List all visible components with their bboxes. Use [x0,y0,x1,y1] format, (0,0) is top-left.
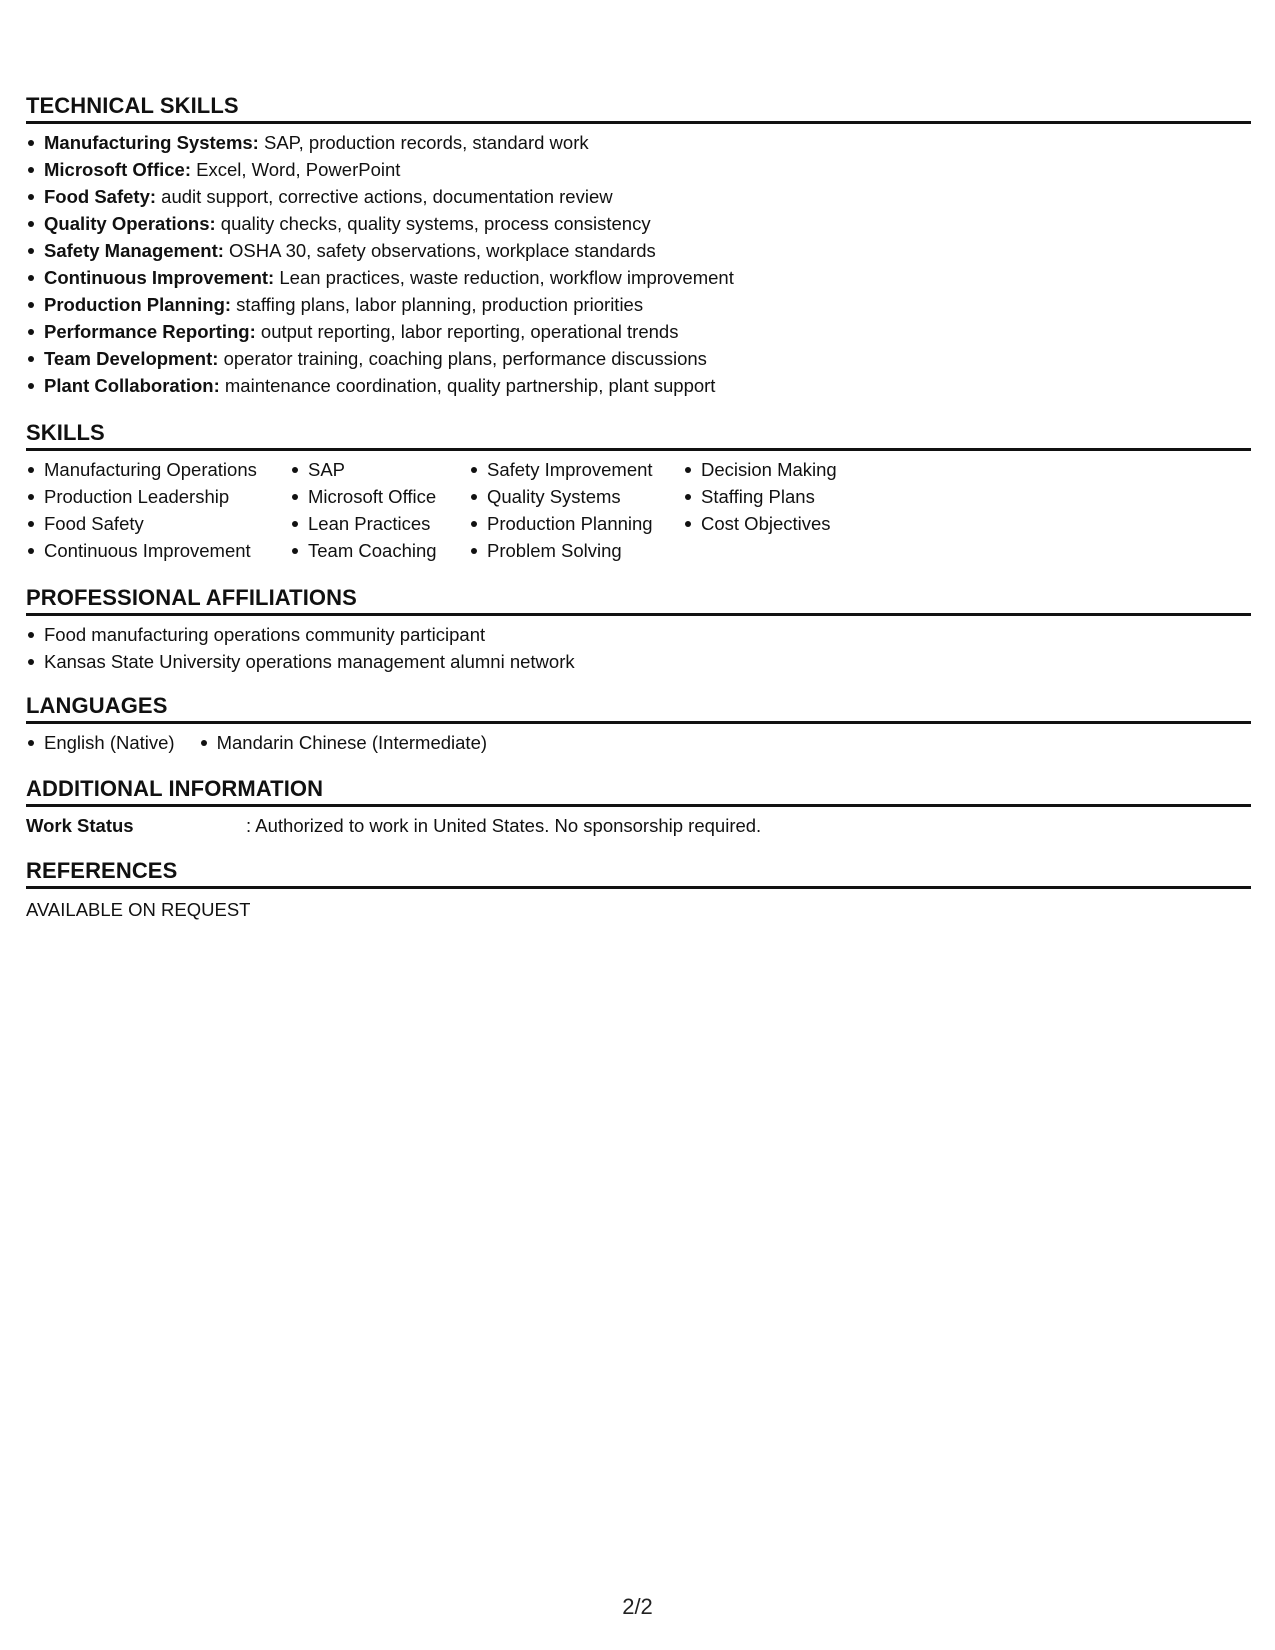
skill-item: SAP [290,456,469,483]
technical-skill-text: operator training, coaching plans, performance discussions [218,348,707,369]
technical-skill-item [26,156,1251,183]
technical-skill-item [26,264,1251,291]
skill-item: Problem Solving [469,537,683,564]
technical-skill-item [26,237,1251,264]
technical-skill-item [26,372,1251,399]
technical-skill-label: Food Safety: [44,186,157,207]
language-item: Mandarin Chinese (Intermediate) [199,729,487,756]
technical-skill-label: Manufacturing Systems: [44,132,259,153]
technical-skill-text: OSHA 30, safety observations, workplace standards [223,240,656,261]
technical-skills-list [26,129,1251,399]
additional-information-section [26,775,1251,839]
skill-item: Quality Systems [469,483,683,510]
skill-item: Manufacturing Operations [26,456,290,483]
technical-skill-label: Continuous Improvement: [44,267,275,288]
skill-item: Microsoft Office [290,483,469,510]
references-section [26,857,1251,923]
technical-skill-text: SAP, production records, standard work [258,132,589,153]
skill-item: Decision Making [683,456,903,483]
page-number: 2/2 [622,1594,653,1619]
technical-skill-item [26,129,1251,156]
technical-skill-item [26,345,1251,372]
technical-skill-item [26,210,1251,237]
skills-column [290,456,469,564]
skill-item: Production Planning [469,510,683,537]
languages-list [26,729,1251,756]
technical-skill-text: maintenance coordination, quality partnership, plant support [219,375,716,396]
resume-page [26,92,1251,923]
work-status-value: : Authorized to work in United States. No sponsorship required. [246,815,762,836]
references-heading: REFERENCES [26,857,1251,889]
technical-skill-label: Plant Collaboration: [44,375,220,396]
technical-skill-label: Safety Management: [44,240,224,261]
affiliations-heading: PROFESSIONAL AFFILIATIONS [26,584,1251,616]
skill-item: Staffing Plans [683,483,903,510]
affiliation-item: Kansas State University operations management alumni network [26,648,1251,675]
affiliation-item: Food manufacturing operations community participant [26,621,1251,648]
technical-skill-item [26,183,1251,210]
work-status-label: Work Status [26,815,134,836]
skill-item: Lean Practices [290,510,469,537]
work-status-row [26,812,1251,839]
languages-heading: LANGUAGES [26,692,1251,724]
technical-skills-heading: TECHNICAL SKILLS [26,92,1251,124]
technical-skill-text: Lean practices, waste reduction, workflow improvement [274,267,734,288]
technical-skill-label: Performance Reporting: [44,321,256,342]
technical-skill-label: Quality Operations: [44,213,216,234]
technical-skill-text: output reporting, labor reporting, operational trends [255,321,679,342]
technical-skill-label: Production Planning: [44,294,232,315]
skills-column [683,456,903,564]
technical-skills-section [26,92,1251,399]
skill-item: Production Leadership [26,483,290,510]
language-item: English (Native) [26,729,175,756]
additional-information-heading: ADDITIONAL INFORMATION [26,775,1251,807]
skills-column [469,456,683,564]
technical-skill-text: Excel, Word, PowerPoint [190,159,401,180]
technical-skill-item [26,318,1251,345]
skill-item: Food Safety [26,510,290,537]
skill-item: Team Coaching [290,537,469,564]
skills-column [26,456,290,564]
technical-skill-item [26,291,1251,318]
technical-skill-label: Team Development: [44,348,219,369]
technical-skill-label: Microsoft Office: [44,159,191,180]
skill-item: Safety Improvement [469,456,683,483]
technical-skill-text: staffing plans, labor planning, production priorities [231,294,644,315]
technical-skill-text: quality checks, quality systems, process consistency [215,213,651,234]
skill-item: Continuous Improvement [26,537,290,564]
technical-skill-text: audit support, corrective actions, documentation review [156,186,613,207]
affiliations-list [26,621,1251,675]
skills-heading: SKILLS [26,419,1251,451]
skills-section [26,419,1251,564]
affiliations-section [26,584,1251,675]
references-text: AVAILABLE ON REQUEST [26,899,251,920]
languages-section [26,692,1251,756]
skills-grid [26,456,1251,564]
skill-item: Cost Objectives [683,510,903,537]
